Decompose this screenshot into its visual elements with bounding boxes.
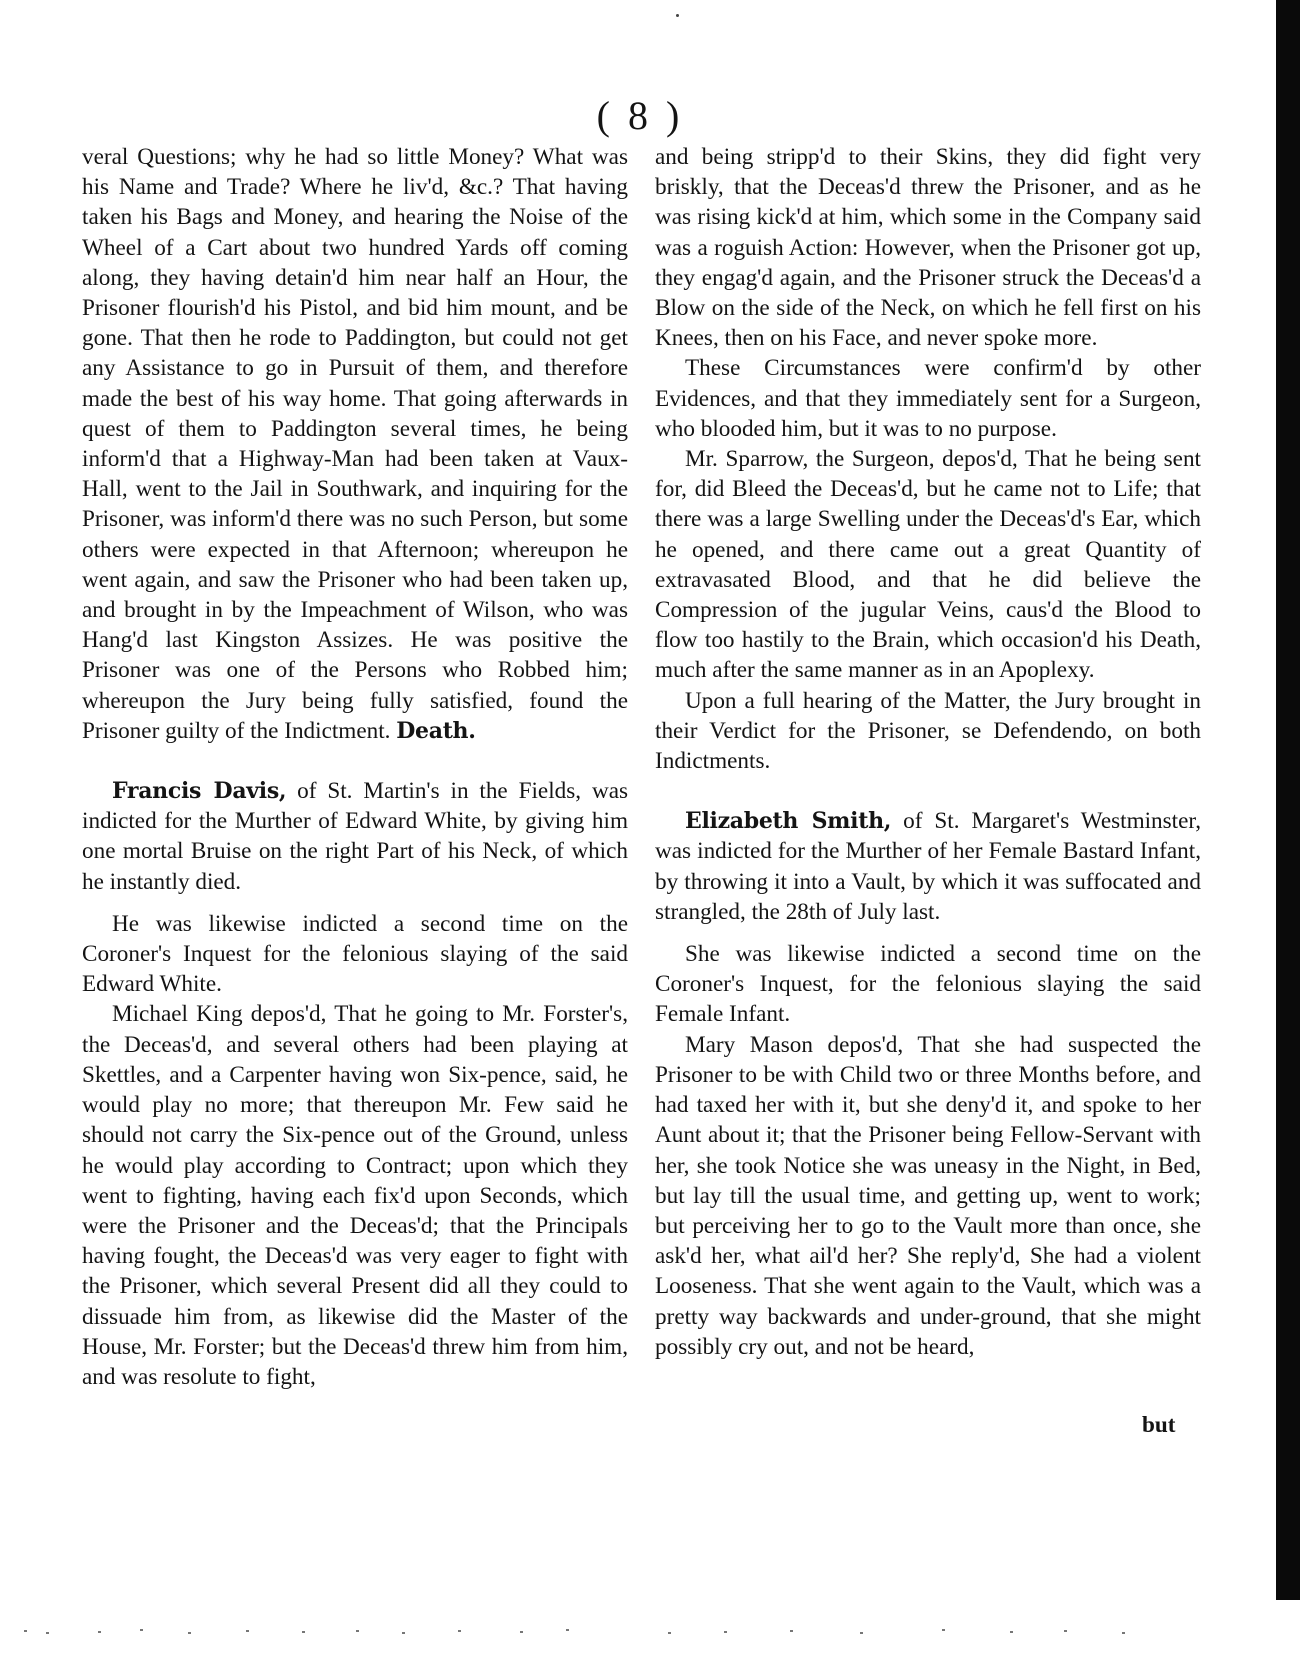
left-paragraph-4: Michael King depos'd, That he going to Mr. Forster's, the Deceas'd, and several others had been playing at Skettles, and a Carpenter having won Six-pence, said, he would play no more; that thereupon Mr. Few said he should not carry the Six-pence out of the Ground, unless he would play according to Contract; upon which they went to fighting, having each fix'd upon Seconds, which were the Prisoner and the Deceas'd; that the Principals having fought, the Deceas'd was very eager to fight with the Prisoner, which several Present did all they could to dissuade him from, as likewise did the Master of the House, Mr. Forster; but the Deceas'd threw him from him, and was resolute to fight, [82,1001,628,1390]
left-paragraph-1-text: veral Questions; why he had so little Money? What was his Name and Trade? Where he liv'd, &c.? That having taken his Bags and Money, and hearing the Noise of the Wheel of a Cart about two hundred Yards off coming along, they having detain'd him near half an Hour, the Prisoner flourish'd his Pistol, and bid him mount, and be gone. That then he rode to Paddington, but could not get any Assistance to go in Pursuit of them, and therefore made the best of his way home. That going afterwards in quest of them to Paddington several times, he being inform'd that a Highway-Man had been taken at Vaux-Hall, went to the Jail in Southwark, and inquiring for the Prisoner, was inform'd there was no such Person, but some others were expected in that Afternoon; whereupon he went again, and saw the Prisoner who had been taken up, and brought in by the Impeachment of Wilson, who was Hang'd last Kingston Assizes. He was positive the Prisoner was one of the Persons who Robbed him; whereupon the Jury being fully satisfied, found the Prisoner guilty of the Indictment. [82,144,628,744]
left-paragraph-3: He was likewise indicted a second time on the Coroner's Inquest for the felonious slaying of the said Edward White. [82,910,628,998]
right-paragraph-2: These Circumstances were confirm'd by other Evidences, and that they immediately sent for a Surgeon, who blooded him, but it was to no purpose. [655,355,1201,442]
case-francis-davis [82,776,628,897]
scan-edge-bar [1276,0,1300,1600]
case-elizabeth-smith-intro: of St. Margaret's Westminster, was indicted for the Murther of her Female Bastard Infant, by throwing it into a Vault, by which it was suffocated and strangled, the 28th of July last. [655,808,1201,925]
catchword: but [1142,1412,1176,1438]
verdict-death: Death. [396,717,476,744]
scan-noise-row [0,1624,1270,1644]
right-paragraph-3: Mr. Sparrow, the Surgeon, depos'd, That he being sent for, did Bleed the Deceas'd, but he came not to Life; that there was a large Swelling under the Deceas'd's Ear, which he opened, and there came out a great Quantity of extravasated Blood, and that he did believe the Compression of the jugular Veins, caus'd the Blood to flow too hastily to the Brain, which occasion'd his Death, much after the same manner as in an Apoplexy. [655,446,1201,684]
case-elizabeth-smith [655,806,1201,927]
right-column [655,142,1201,1362]
right-paragraph-4: Upon a full hearing of the Matter, the Jury brought in their Verdict for the Prisoner, se Defendendo, on both Indictments. [655,687,1201,775]
defendant-name-francis-davis: Francis Davis, [112,778,287,805]
scan-speck [676,14,679,17]
right-paragraph-6: She was likewise indicted a second time on the Coroner's Inquest, for the felonious slaying the said Female Infant. [655,941,1201,1028]
case-francis-davis-intro: of St. Martin's in the Fields, was indicted for the Murther of Edward White, by giving him one mortal Bruise on the right Part of his Neck, of which he instantly died. [82,778,629,895]
right-paragraph-1: and being stripp'd to their Skins, they did fight very briskly, that the Deceas'd threw the Prisoner, and as he was rising kick'd at him, which some in the Company said was a roguish Action: However, when the Prisoner got up, they engag'd again, and the Prisoner struck the Deceas'd a Blow on the side of the Neck, on which he fell first on his Knees, then on his Face, and never spoke more. [655,144,1201,352]
defendant-name-elizabeth-smith: Elizabeth Smith, [685,808,892,835]
right-paragraph-7: Mary Mason depos'd, That she had suspected the Prisoner to be with Child two or three Months before, and had taxed her with it, but she deny'd it, and spoke to her Aunt about it; that the Prisoner being Fellow-Servant with her, she took Notice she was uneasy in the Night, in Bed, but lay till the usual time, and getting up, went to work; but perceiving her to go to the Vault more than once, she ask'd her, what ail'd her? She reply'd, She had a violent Looseness. That she went again to the Vault, which was a pretty way backwards and under-ground, that she might possibly cry out, and not be heard, [655,1031,1201,1360]
left-paragraph-1 [82,142,628,746]
page-number: ( 8 ) [596,93,684,138]
left-column [82,142,628,1392]
